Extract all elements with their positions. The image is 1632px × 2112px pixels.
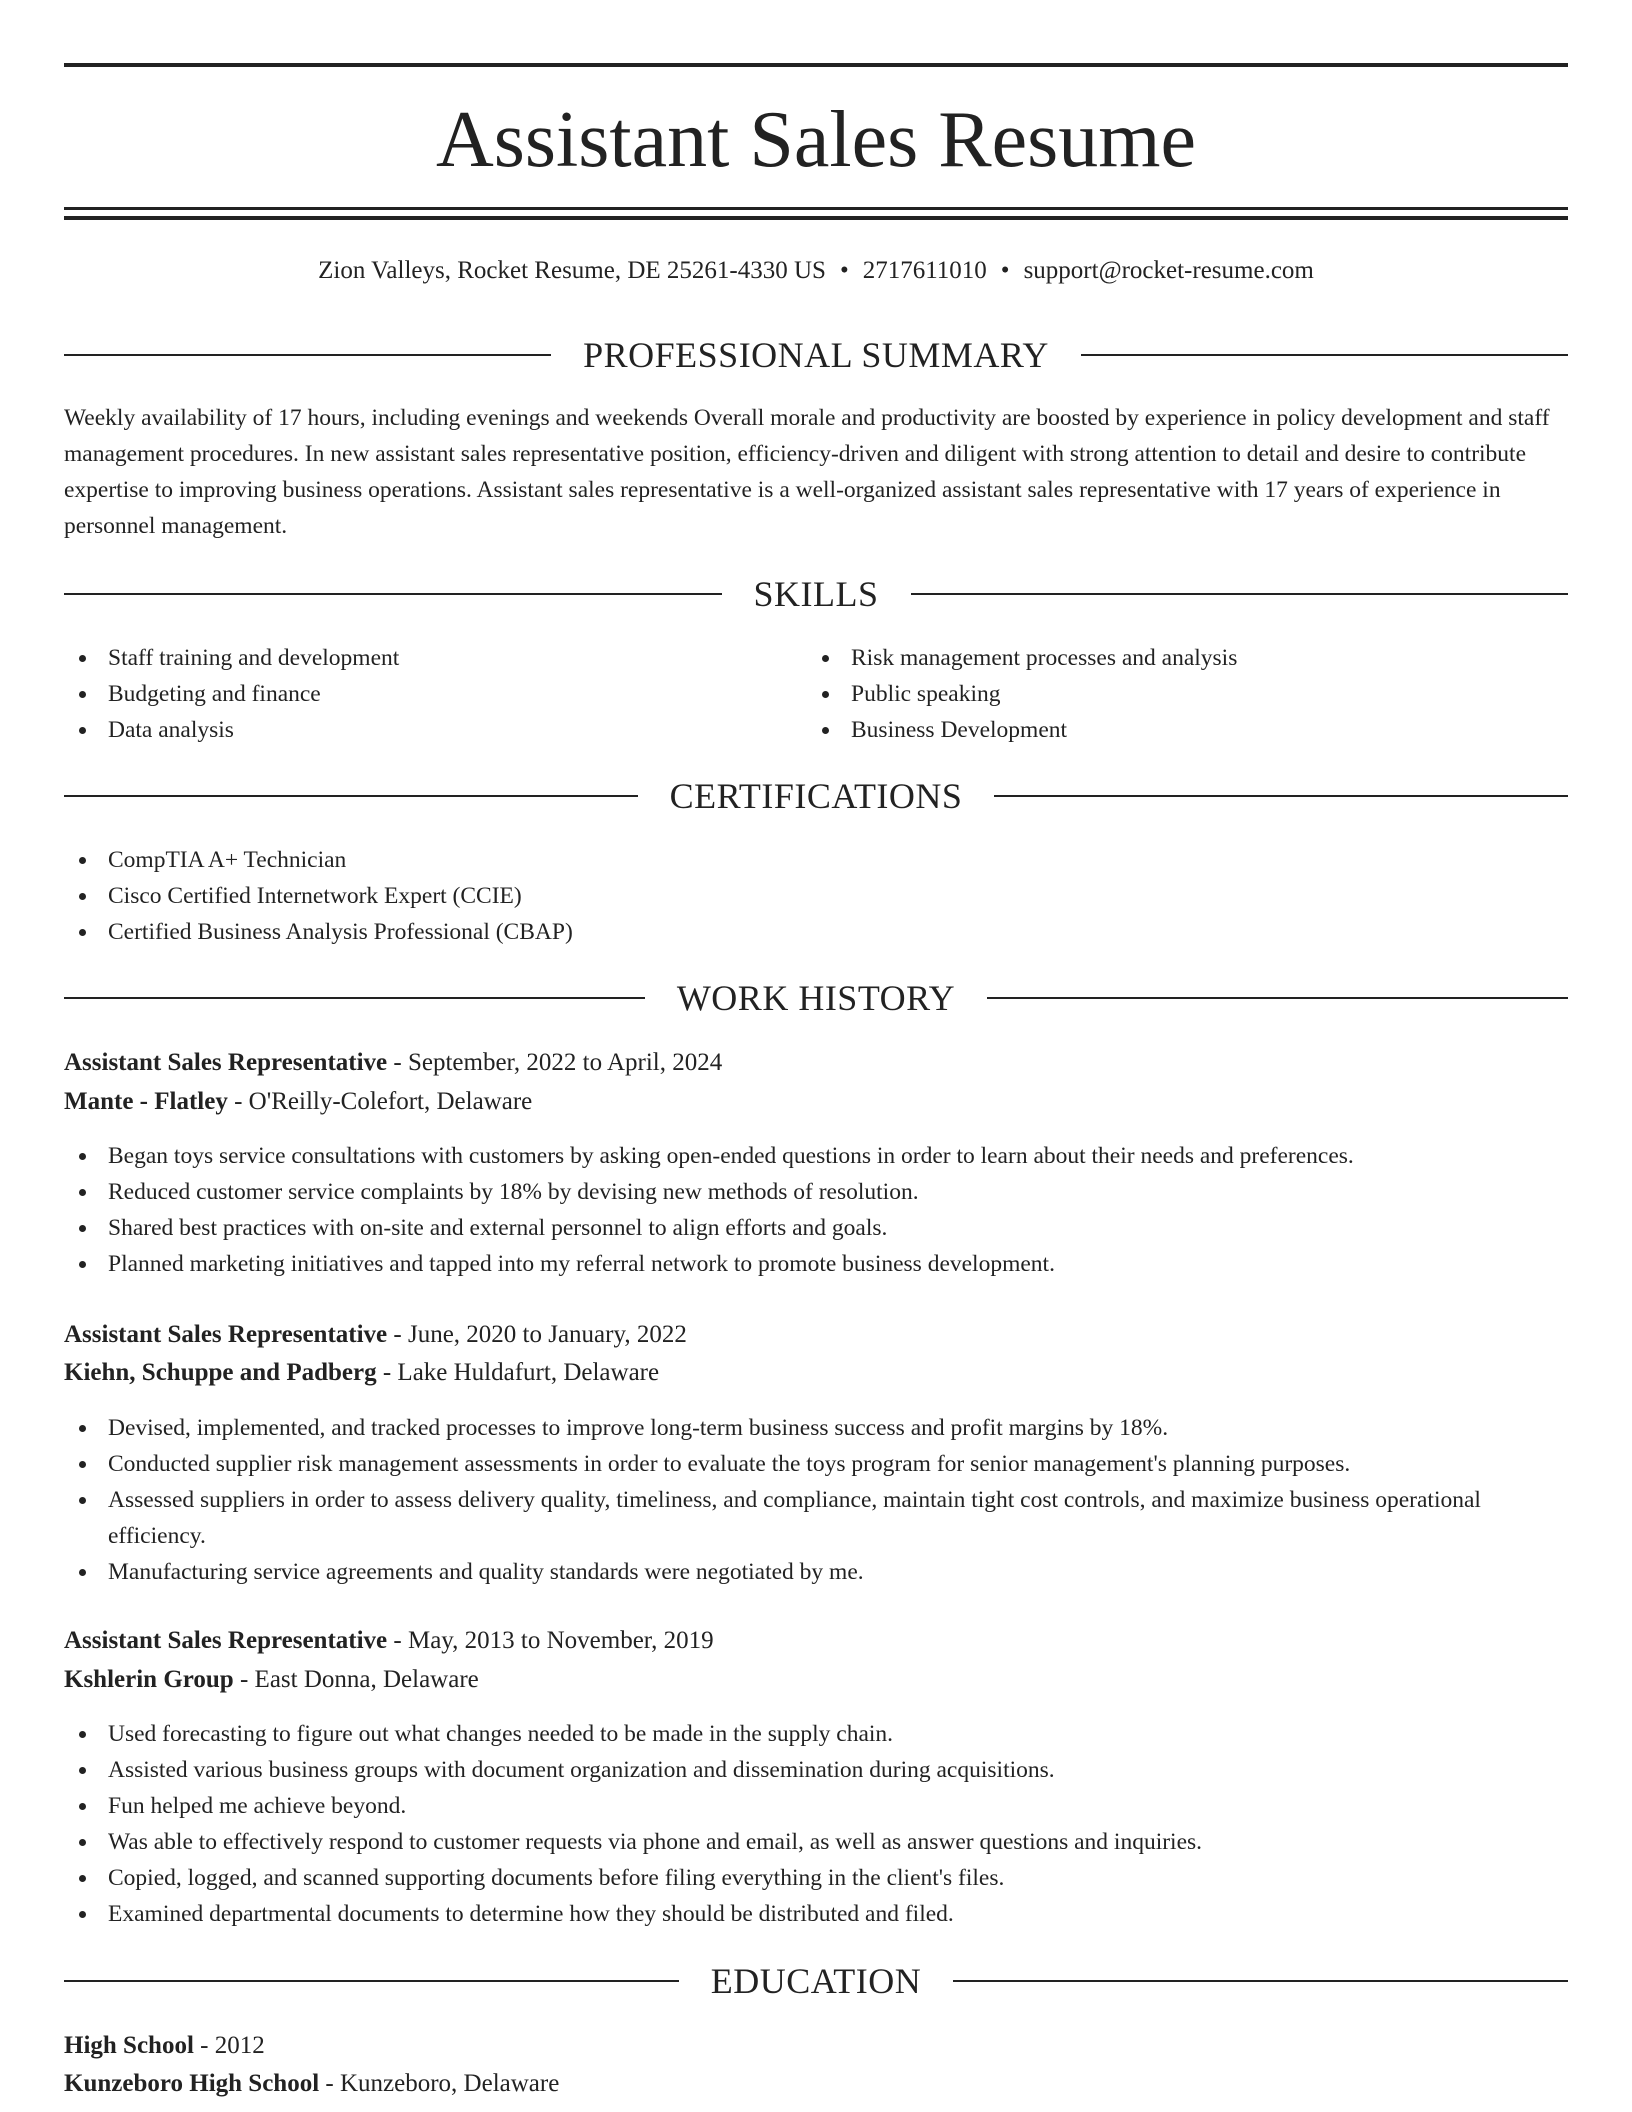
job-bullets [64, 1410, 1568, 1590]
top-rule [64, 63, 1568, 67]
page-title: Assistant Sales Resume [436, 96, 1196, 184]
list-item: Assisted various business groups with document organization and dissemination during acquisitions. [64, 1752, 1568, 1788]
list-item: Was able to effectively respond to customer requests via phone and email, as well as answer questions and inquiries. [64, 1824, 1568, 1860]
section-title: EDUCATION [710, 1961, 922, 2001]
job-title: Assistant Sales Representative [64, 1049, 388, 1076]
education-school: Kunzeboro High School [64, 2070, 320, 2097]
contact-email: support@rocket-resume.com [1023, 257, 1314, 284]
job-company: Mante - Flatley [64, 1088, 228, 1115]
list-item: Conducted supplier risk management assessments in order to evaluate the toys program for senior management's planning purposes. [64, 1446, 1568, 1482]
skills-list-left [64, 640, 804, 748]
job-title-line [64, 1045, 1568, 1081]
list-item: Data analysis [64, 712, 804, 748]
list-item: Began toys service consultations with customers by asking open-ended questions in order to learn about their needs and preferences. [64, 1138, 1568, 1174]
section-heading-education [64, 1959, 1568, 2003]
list-item: Assessed suppliers in order to assess delivery quality, timeliness, and compliance, maintain tight cost controls, and maximize business operational efficiency. [64, 1482, 1568, 1554]
job-company: Kiehn, Schuppe and Padberg [64, 1359, 377, 1386]
education-school-line [64, 2066, 1568, 2102]
list-item: Business Development [807, 712, 1547, 748]
job-location: - Lake Huldafurt, Delaware [376, 1359, 660, 1386]
contact-address: Zion Valleys, Rocket Resume, DE 25261-4330 US [318, 257, 826, 284]
list-item: Copied, logged, and scanned supporting documents before filing everything in the client's files. [64, 1860, 1568, 1896]
list-item: Certified Business Analysis Professional (CBAP) [64, 914, 1568, 950]
job-title-line [64, 1317, 1568, 1353]
job-title-line [64, 1623, 1568, 1659]
education-degree-line [64, 2028, 1568, 2064]
job-title: Assistant Sales Representative [64, 1627, 388, 1654]
job-dates: - September, 2022 to April, 2024 [387, 1049, 723, 1076]
job-company: Kshlerin Group [64, 1666, 234, 1693]
education-year: - 2012 [193, 2032, 265, 2059]
list-item: Staff training and development [64, 640, 804, 676]
job-company-line [64, 1355, 1568, 1391]
section-heading-work-history [64, 976, 1568, 1020]
job-bullets [64, 1716, 1568, 1932]
list-item: Risk management processes and analysis [807, 640, 1547, 676]
job-company-line [64, 1662, 1568, 1698]
section-title: WORK HISTORY [676, 978, 956, 1018]
list-item: Shared best practices with on-site and external personnel to align efforts and goals. [64, 1210, 1568, 1246]
section-heading-summary [64, 333, 1568, 377]
list-item: Manufacturing service agreements and quality standards were negotiated by me. [64, 1554, 1568, 1590]
education-degree: High School [64, 2032, 194, 2059]
list-item: Public speaking [807, 676, 1547, 712]
contact-separator: • [1000, 257, 1010, 284]
title-double-rule [64, 207, 1568, 220]
certifications-list [64, 842, 1568, 950]
contact-line [64, 254, 1568, 288]
list-item: Budgeting and finance [64, 676, 804, 712]
education-location: - Kunzeboro, Delaware [319, 2070, 560, 2097]
job-location: - East Donna, Delaware [233, 1666, 479, 1693]
list-item: CompTIA A+ Technician [64, 842, 1568, 878]
list-item: Used forecasting to figure out what changes needed to be made in the supply chain. [64, 1716, 1568, 1752]
contact-phone: 2717611010 [862, 257, 987, 284]
contact-separator: • [839, 257, 849, 284]
list-item: Reduced customer service complaints by 18% by devising new methods of resolution. [64, 1174, 1568, 1210]
section-title: CERTIFICATIONS [669, 776, 963, 816]
job-company-line [64, 1084, 1568, 1120]
section-title: PROFESSIONAL SUMMARY [583, 335, 1049, 375]
job-title: Assistant Sales Representative [64, 1321, 388, 1348]
job-location: - O'Reilly-Colefort, Delaware [227, 1088, 533, 1115]
list-item: Examined departmental documents to determine how they should be distributed and filed. [64, 1896, 1568, 1932]
list-item: Cisco Certified Internetwork Expert (CCIE) [64, 878, 1568, 914]
section-heading-skills [64, 572, 1568, 616]
job-bullets [64, 1138, 1568, 1282]
section-title: SKILLS [753, 574, 879, 614]
summary-text: Weekly availability of 17 hours, including evenings and weekends Overall morale and productivity are boosted by experience in policy development and staff management procedures. In new assistant sales representative position, efficiency-driven and diligent with strong attention to detail and desire to contribute expertise to improving business operations. Assistant sales representative is a well-organized assistant sales representative with 17 years of experience in personnel management. [64, 405, 1550, 539]
skills-list-right [807, 640, 1547, 748]
list-item: Devised, implemented, and tracked processes to improve long-term business success and profit margins by 18%. [64, 1410, 1568, 1446]
job-dates: - June, 2020 to January, 2022 [387, 1321, 687, 1348]
section-heading-certifications [64, 774, 1568, 818]
list-item: Fun helped me achieve beyond. [64, 1788, 1568, 1824]
job-dates: - May, 2013 to November, 2019 [387, 1627, 714, 1654]
list-item: Planned marketing initiatives and tapped into my referral network to promote business development. [64, 1246, 1568, 1282]
